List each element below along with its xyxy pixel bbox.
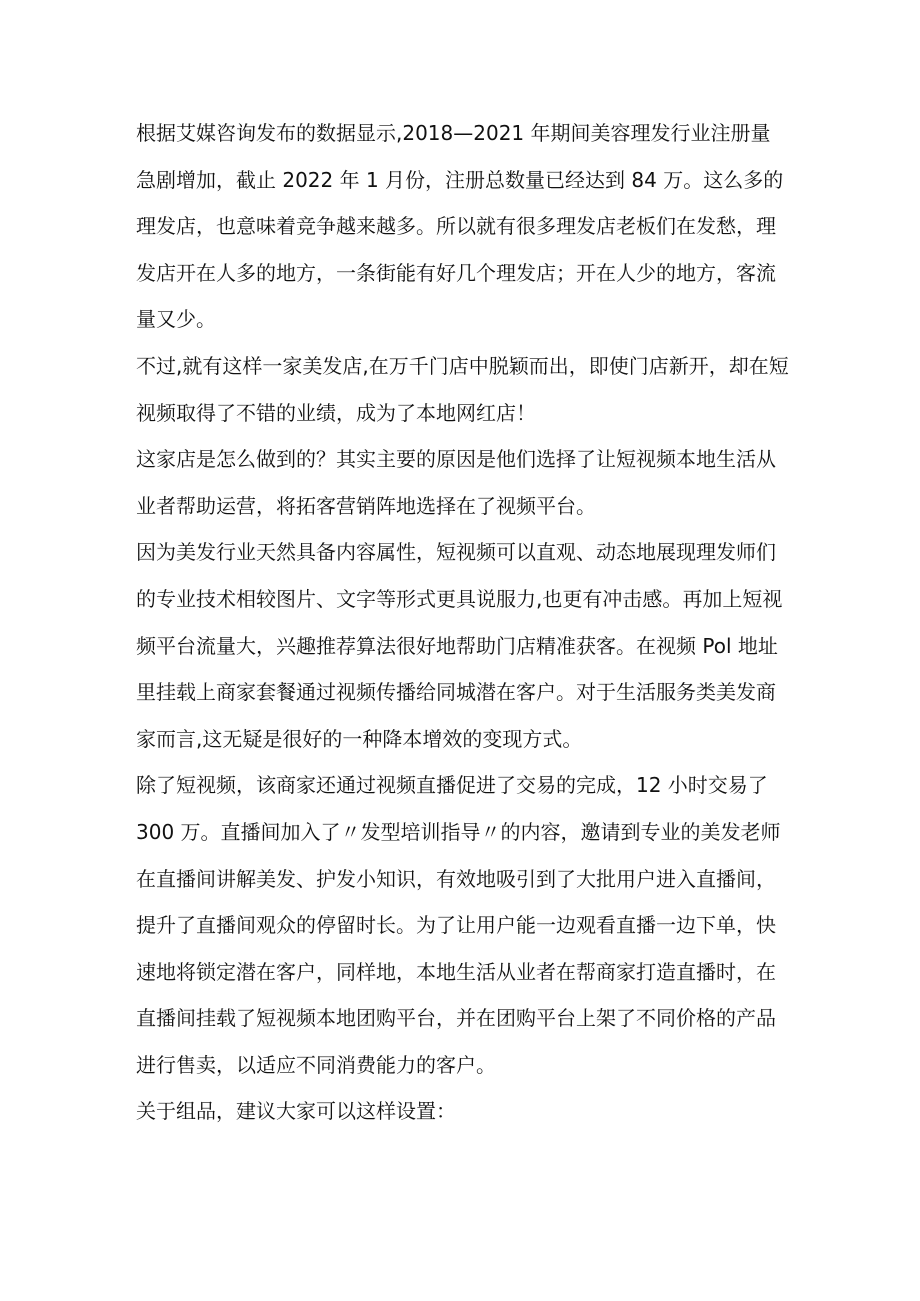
- text-line: 业者帮助运营，将拓客营销阵地选择在了视频平台。: [136, 493, 596, 518]
- text-line: 这家店是怎么做到的？其实主要的原因是他们选择了让短视频本地生活从: [136, 447, 776, 472]
- text-line: 发店开在人多的地方，一条街能有好几个理发店；开在人少的地方，客流: [136, 260, 776, 285]
- paragraph-product-bundle-intro: [136, 1088, 786, 1135]
- text-line: 不过,就有这样一家美发店,在万千门店中脱颖而出，即使门店新开，却在短: [136, 353, 789, 378]
- text-line: 因为美发行业天然具备内容属性，短视频可以直观、动态地展现理发师们: [136, 540, 776, 565]
- text-line: 速地将锁定潜在客户，同样地，本地生活从业者在帮商家打造直播时，在: [136, 959, 776, 984]
- text-line: 急剧增加，截止 2022 年 1 月份，注册总数量已经达到 84 万。这么多的: [136, 167, 784, 192]
- text-line: 视频取得了不错的业绩，成为了本地网红店！: [136, 400, 536, 425]
- text-line: 直播间挂载了短视频本地团购平台，并在团购平台上架了不同价格的产品: [136, 1006, 776, 1031]
- text-line: 里挂载上商家套餐通过视频传播给同城潜在客户。对于生活服务类美发商: [136, 680, 776, 705]
- paragraph-short-video-advantages: [136, 529, 786, 762]
- paragraph-how-it-worked: [136, 436, 786, 529]
- text-line: 根据艾媒咨询发布的数据显示,2018—2021 年期间美容理发行业注册量: [136, 121, 771, 145]
- text-line: 进行售卖，以适应不同消费能力的客户。: [136, 1052, 496, 1077]
- text-line: 提升了直播间观众的停留时长。为了让用户能一边观看直播一边下单，快: [136, 913, 776, 938]
- text-line: 在直播间讲解美发、护发小知识，有效地吸引到了大批用户进入直播间，: [136, 866, 776, 891]
- text-line: 家而言,这无疑是很好的一种降本增效的变现方式。: [136, 726, 583, 751]
- text-line: 频平台流量大，兴趣推荐算法很好地帮助门店精准获客。在视频 Pol 地址: [136, 633, 778, 658]
- document-body: [136, 110, 789, 1135]
- text-line: 关于组品，建议大家可以这样设置：: [136, 1099, 456, 1124]
- paragraph-industry-stats: [136, 110, 786, 343]
- text-line: 量又少。: [136, 307, 216, 332]
- paragraph-livestream-sales: [136, 762, 786, 1088]
- text-line: 的专业技术相较图片、文字等形式更具说服力,也更有冲击感。再加上短视: [136, 586, 783, 611]
- text-line: 除了短视频，该商家还通过视频直播促进了交易的完成，12 小时交易了: [136, 773, 768, 798]
- paragraph-standout-salon: [136, 343, 789, 436]
- text-line: 300 万。直播间加入了〃发型培训指导〃的内容，邀请到专业的美发老师: [136, 819, 781, 844]
- text-line: 理发店，也意味着竞争越来越多。所以就有很多理发店老板们在发愁，理: [136, 214, 776, 239]
